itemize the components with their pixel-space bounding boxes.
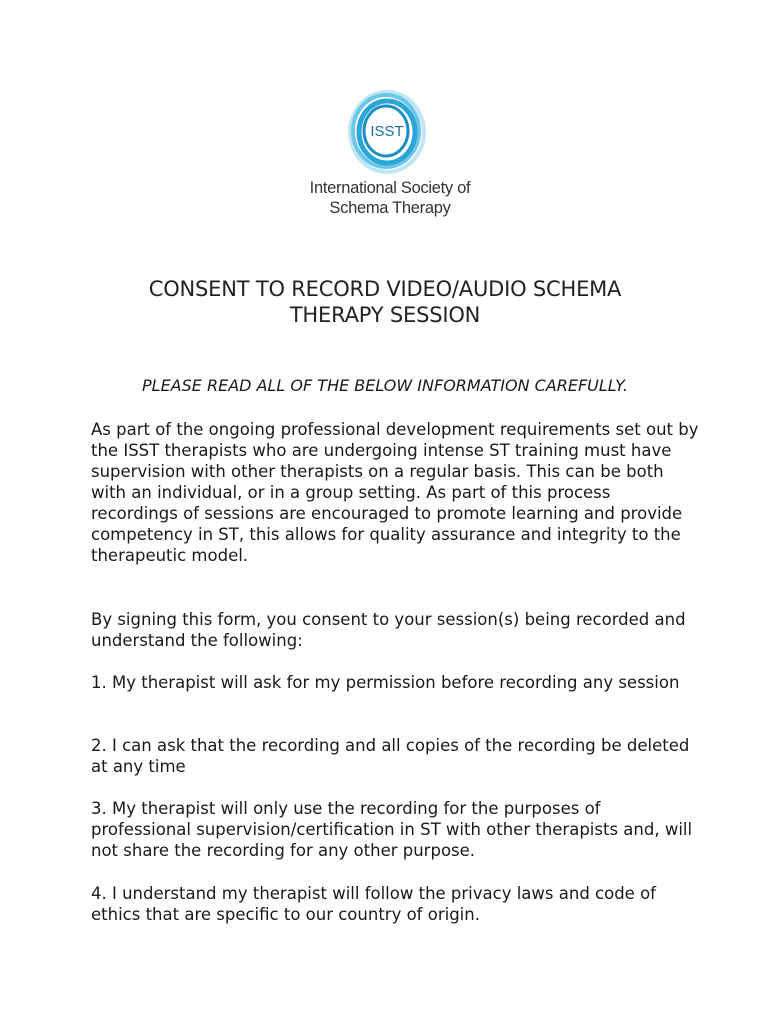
- intro-paragraph: As part of the ongoing professional development requirements set out by the ISST therapists who are undergoing intense ST training must have supervision with other therapists on a regular basis. This can be both with an individual, or in a group setting. As part of this process recordings of sessions are encouraged to promote learning and provide competency in ST, this allows for quality assurance and integrity to the therapeutic model.: [91, 420, 699, 565]
- consent-intro-paragraph: By signing this form, you consent to your session(s) being recorded and understand the following:: [91, 610, 686, 650]
- consent-item: 4. I understand my therapist will follow the privacy laws and code of ethics that are specific to our country of origin.: [91, 884, 656, 924]
- title-line1: CONSENT TO RECORD VIDEO/AUDIO SCHEMA: [148, 277, 622, 301]
- org-name-line2: Schema Therapy: [329, 199, 451, 217]
- read-carefully-instruction: PLEASE READ ALL OF THE BELOW INFORMATION CAREFULLY.: [142, 376, 628, 395]
- consent-item: 3. My therapist will only use the recording for the purposes of professional supervision/certification in ST with other therapists and, will not share the recording for any other purpose.: [91, 799, 693, 860]
- document-title: [60, 276, 710, 328]
- title-line2: THERAPY SESSION: [289, 303, 481, 327]
- organization-name: [300, 178, 480, 218]
- consent-item: 2. I can ask that the recording and all copies of the recording be deleted at any time: [91, 736, 690, 776]
- consent-item: 1. My therapist will ask for my permission before recording any session: [91, 673, 680, 692]
- isst-logo: [346, 88, 428, 176]
- org-name-line1: International Society of: [309, 179, 471, 197]
- logo-text: ISST: [370, 123, 404, 140]
